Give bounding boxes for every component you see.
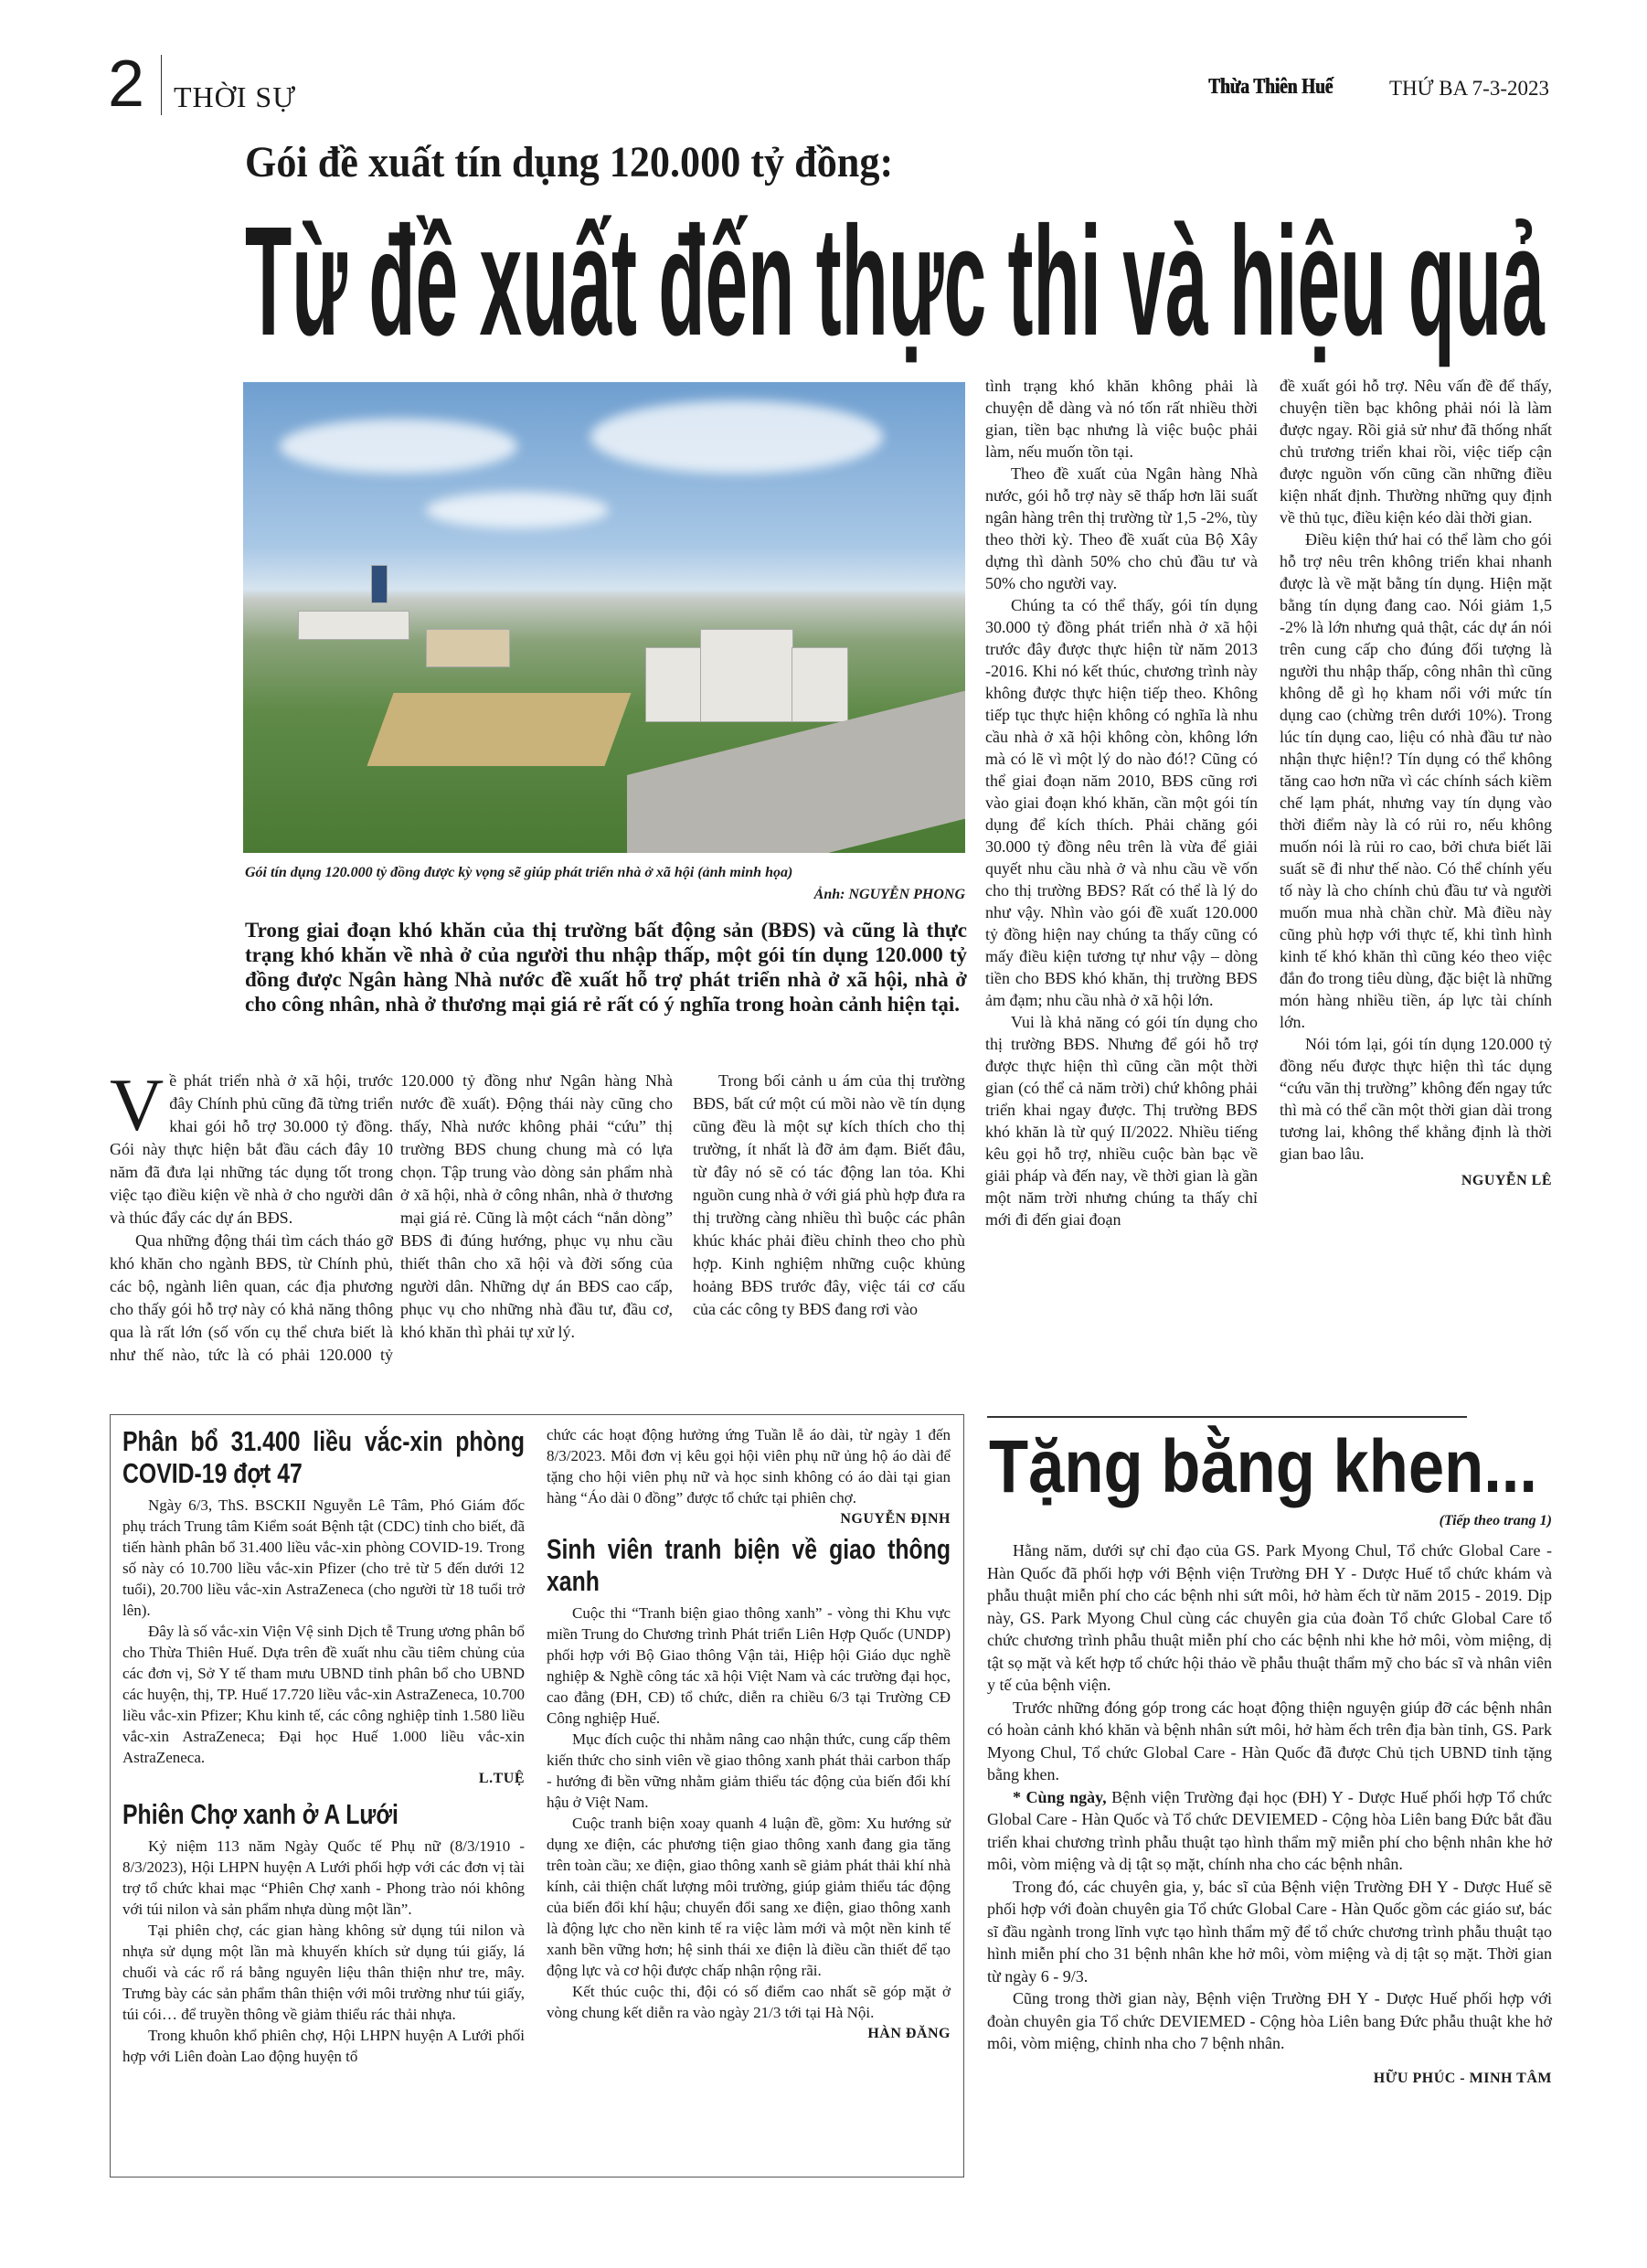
- award-headline: Tặng bằng khen...: [989, 1425, 1538, 1508]
- brief-author: HÀN ĐĂNG: [867, 2026, 951, 2041]
- header-divider: [161, 55, 162, 115]
- paragraph: đề xuất gói hỗ trợ. Nêu vấn đề để thấy, chuyện tiền bạc không phải nói là làm được ngay. Rồi giả sử như đã thống nhất chủ trương triển khai rồi, việc tiếp cận được nguồn vốn cũng cần những điều kiện nhất định. Thường những quy định về thủ tục, điều kiện kéo dài thời gian.: [1280, 377, 1552, 527]
- paragraph: Cuộc thi “Tranh biện giao thông xanh” - vòng thi Khu vực miền Trung do Chương trình Phát triển Liên Hợp Quốc (UNDP) phối hợp với Bộ Giao thông Vận tải, Hiệp hội Giáo dục nghề nghiệp & Nghề công tác xã hội Việt Nam và các trường đại học, cao đẳng (ĐH, CĐ) tổ chức, diễn ra chiều 6/3 tại Trường CĐ Công nghiệp Huế.: [547, 1604, 951, 1727]
- paragraph: [987, 1786, 1552, 1876]
- paragraph: Chúng ta có thể thấy, gói tín dụng 30.000 tỷ đồng phát triển nhà ở xã hội trước đây được thực hiện từ năm 2013 -2016. Khi nó kết thúc, chương trình này không được thực hiện tiếp theo. Không tiếp tục thực hiện không có nghĩa là nhu cầu nhà ở xã hội không còn, không lớn mà có lẽ vì một lý do nào đó!? Cũng có thể giai đoạn năm 2010, BĐS cũng rơi vào giai đoạn khó khăn, cần một gói tín dụng để kích thích. Phải chăng gói 30.000 tỷ đồng nêu trên là vừa để giải quyết nhu cầu nhà ở và nhu cầu về vốn cho thị trường BĐS? Rất có thể là lý do như vậy. Nhìn vào gói đề xuất 120.000 tỷ đồng hiện nay chúng ta thấy cũng có mấy điều kiện tương tự như vậy – dòng tiền cho BĐS khó khăn, thị trường BĐS ảm đạm; nhu cầu nhà ở xã hội lớn.: [985, 596, 1258, 1009]
- article-author: NGUYỄN LÊ: [1461, 1173, 1552, 1188]
- paragraph: Điều kiện thứ hai có thể làm cho gói hỗ trợ nêu trên không triển khai nhanh được là về mặt bằng tín dụng. Hiện mặt bằng tín dụng đang cao. Nói giảm 1,5 -2% là lớn nhưng quả thật, các dự án nói trên cung cấp cho đúng đối tượng là người thu nhập thấp, công nhân thì cũng không dễ gì họ kham nổi với mức tín dụng cao (chừng trên dưới 10%). Trong lúc tín dụng cao, liệu có nhà đầu tư nào nhận thực hiện!? Tín dụng có thể không tăng cao hơn nữa vì các chính sách kiềm chế lạm phát, nhưng vay tín dụng vào thời điểm này là có rủi ro, nếu không muốn nói là rủi ro cao, bởi chưa biết lãi suất sẽ đi như thế nào. Có thể chính yếu tố này là cho chính chủ đầu tư và người muốn mua nhà chần chừ. Mà điều này cũng phù hợp với thực tế, khi tình hình kinh tế khó khăn thì cũng kéo theo việc đắn đo trong tiêu dùng, đặc biệt là những món hàng nhiều tiền, áp lực tài chính lớn.: [1280, 530, 1552, 1031]
- paragraph: Trong bối cảnh u ám của thị trường BĐS, bất cứ một cú mồi nào về tín dụng cũng đều là một sự kích thích cho thị trường, ít nhất là đỡ ảm đạm. Biết đâu, từ đây nó sẽ có tác động lan tỏa. Khi nguồn cung nhà ở với giá phù hợp đưa ra thị trường càng nhiều thì buộc các phân khúc khác phải điều chỉnh theo cho phù hợp. Kinh nghiệm những cuộc khủng hoảng BĐS trước đây, việc tái cơ cấu của các công ty BĐS đang rơi vào: [693, 1071, 965, 1318]
- article-column-3: [693, 1070, 965, 1321]
- brief-author: NGUYỄN ĐỊNH: [840, 1511, 951, 1527]
- paragraph: tình trạng khó khăn không phải là chuyện dễ dàng và nó tốn rất nhiều thời gian, tiền bạc nhưng là việc buộc phải làm, nếu muốn tồn tại.: [985, 377, 1258, 461]
- paragraph-text: Bệnh viện Trường đại học (ĐH) Y - Dược Huế phối hợp Tổ chức Global Care - Hàn Quốc và Tổ chức DEVIEMED - Cộng hòa Liên bang Đức bắt đầu triển khai chương trình phẫu thuật tạo hình thẩm mỹ miễn phí cho bệnh nhân khe hở môi, vòm miệng và dị tật sọ mặt, chính nha cho các bệnh nhân.: [987, 1787, 1553, 1873]
- paragraph: Hằng năm, dưới sự chỉ đạo của GS. Park Myong Chul, Tổ chức Global Care - Hàn Quốc đã phối hợp với Bệnh viện Trường ĐH Y - Dược Huế tổ chức khám và phẫu thuật miễn phí cho các bệnh nhi sứt môi, hở hàm ếch từ năm 2015 - 2019. Dịp này, GS. Park Myong Chul cùng các chuyên gia của đoàn Tổ chức Global Care tổ chức chương trình phẫu thuật miễn phí cho các bệnh nhi khe hở môi, vòm miệng, dị tật sọ mặt và kết hợp tổ chức hội thảo về phẫu thuật thẩm mỹ cho bác sĩ và nhân viên y tế của bệnh viện.: [987, 1541, 1552, 1694]
- paragraph: Qua những động thái tìm cách tháo gỡ khó khăn cho ngành BĐS, từ Chính phủ, các bộ, ngành liên quan, các địa phương cho thấy gói hỗ trợ này có khả năng thông qua là rất lớn (số vốn cụ thể chưa biết là như thế nào, tức là có phải 120.000 tỷ: [110, 1231, 393, 1364]
- paragraph: Cuộc tranh biện xoay quanh 4 luận đề, gồm: Xu hướng sử dụng xe điện, các phương tiện giao thông xanh đang gia tăng trên toàn cầu; xe điện, giao thông xanh sẽ giảm phát thải khí nhà kính, cải thiện chất lượng môi trường, giúp giảm thiểu tác động của biến đổi khí hậu; chuyển đổi sang xe điện, giao thông xanh là động lực cho nền kinh tế ra việc làm mới và một nền kinh tế xanh bền vững hơn; hệ sinh thái xe điện là điều cần thiết để tạo động lực và cơ hội được chấp nhận rộng rãi.: [547, 1815, 951, 1979]
- brief-title: Phân bổ 31.400 liều vắc-xin phòng COVID-19 đợt 47: [122, 1425, 525, 1489]
- paragraph: chức các hoạt động hưởng ứng Tuần lễ áo dài, từ ngày 1 đến 8/3/2023. Mỗi đơn vị kêu gọi hội viên phụ nữ ủng hộ áo dài để tặng cho hội viên phụ nữ và học sinh không có áo dài tại gian hàng “Áo dài 0 đồng” được tổ chức tại phiên chợ.: [547, 1426, 951, 1507]
- article-column-4: [985, 375, 1258, 1230]
- continued-note: (Tiếp theo trang 1): [1439, 1513, 1552, 1528]
- article-kicker: Gói đề xuất tín dụng 120.000 tỷ đồng:: [245, 138, 894, 186]
- brief-title: Sinh viên tranh biện về giao thông xanh: [547, 1533, 951, 1597]
- paragraph: Kết thúc cuộc thi, đội có số điểm cao nhất sẽ góp mặt ở vòng chung kết diễn ra vào ngày 21/3 tới tại Hà Nội.: [547, 1983, 951, 2021]
- paragraph: Tại phiên chợ, các gian hàng không sử dụng túi nilon và nhựa sử dụng một lần mà khuyến khích sử dụng túi giấy, lá chuối và các rổ rá bằng nguyên liệu thân thiện như tre, mây. Trưng bày các sản phẩm thân thiện với môi trường như túi giấy, túi cói… để truyền thông về giảm thiểu rác thải nhựa.: [122, 1922, 525, 2023]
- drop-cap: V: [110, 1063, 165, 1146]
- paragraph: Trước những đóng góp trong các hoạt động thiện nguyện giúp đỡ các bệnh nhân có hoàn cảnh khó khăn và bệnh nhân sứt môi, hở hàm ếch trên địa bàn tỉnh, GS. Park Myong Chul, Tổ chức Global Care - Hàn Quốc đã được Chủ tịch UBND tỉnh tặng bằng khen.: [987, 1698, 1552, 1784]
- paragraph: Trong đó, các chuyên gia, y, bác sĩ của Bệnh viện Trường ĐH Y - Dược Huế sẽ phối hợp với đoàn chuyên gia Tổ chức Global Care - Hàn Quốc gồm các giáo sư, bác sĩ đầu ngành trong lĩnh vực tạo hình thẩm mỹ để tổ chức chương trình phẫu thuật tạo hình miễn phí cho 31 bệnh nhân khe hở môi, vòm miệng và dị tật sọ mặt. Thời gian từ ngày 6 - 9/3.: [987, 1877, 1552, 1986]
- article-column-1: [110, 1063, 393, 1367]
- brief-author: L.TUỆ: [478, 1771, 525, 1786]
- paragraph: Kỷ niệm 113 năm Ngày Quốc tế Phụ nữ (8/3/1910 - 8/3/2023), Hội LHPN huyện A Lưới phối hợp với các đơn vị tài trợ tổ chức khai mạc “Phiên Chợ xanh - Phong trào nói không với túi nilon và sản phẩm nhựa dùng một lần”.: [122, 1837, 525, 1918]
- paragraph: Vui là khả năng có gói tín dụng cho thị trường BĐS. Nhưng để gói hỗ trợ được thực hiện thì cũng cần một thời gian (có thể cả năm trời) chứ không phải triển khai ngay được. Thị trường BĐS khó khăn là từ quý II/2022. Nhiều tiếng kêu gọi hỗ trợ, nhiều cuộc bàn bạc về giải pháp và đến nay, về thời gian là gần một năm trời nhưng chúng ta thấy chỉ mới đi đến giai đoạn: [985, 1013, 1258, 1229]
- article-column-5: [1280, 375, 1552, 1192]
- article-lead: Trong giai đoạn khó khăn của thị trường bất động sản (BĐS) và cũng là thực trạng khó khăn về nhà ở của người thu nhập thấp, một gói tín dụng 120.000 tỷ đồng được Ngân hàng Nhà nước đề xuất hỗ trợ phát triển nhà ở xã hội, nhà ở cho công nhân, nhà ở thương mại giá rẻ rất có ý nghĩa trong hoàn cảnh hiện tại.: [245, 919, 967, 1016]
- article-column-2: [400, 1070, 673, 1390]
- article-photo: [243, 382, 965, 853]
- section-name: THỜI SỰ: [174, 80, 297, 113]
- paragraph: Ngày 6/3, ThS. BSCKII Nguyễn Lê Tâm, Phó Giám đốc phụ trách Trung tâm Kiểm soát Bệnh tật (CDC) tỉnh cho biết, đã tiến hành phân bổ 31.400 liều vắc-xin phòng COVID-19. Trong số này có 10.700 liều vắc-xin Pfizer (cho trẻ từ 5 đến dưới 12 tuổi), 20.700 liều vắc-xin AstraZeneca (cho người từ 18 tuổi trở lên).: [122, 1496, 525, 1619]
- section-divider: [987, 1416, 1467, 1418]
- issue-date: THỨ BA 7-3-2023: [1389, 77, 1550, 100]
- briefs-column-1: [122, 1421, 525, 2067]
- paragraph: Cũng trong thời gian này, Bệnh viện Trường ĐH Y - Dược Huế phối hợp với đoàn chuyên gia Tổ chức DEVIEMED - Cộng hòa Liên bang Đức phẫu thuật khe hở môi, vòm miệng, chỉnh nha cho 7 bệnh nhân.: [987, 1989, 1552, 2052]
- briefs-column-2: [547, 1424, 951, 2044]
- paragraph: Theo đề xuất của Ngân hàng Nhà nước, gói hỗ trợ này sẽ thấp hơn lãi suất ngân hàng trên thị trường từ 1,5 -2%, tùy theo thời kỳ. Theo đề xuất của Bộ Xây dựng thì dành 50% cho chủ đầu tư và 50% cho người vay.: [985, 464, 1258, 592]
- paragraph: Trong khuôn khổ phiên chợ, Hội LHPN huyện A Lưới phối hợp với Liên đoàn Lao động huyện tổ: [122, 2027, 525, 2065]
- photo-caption: Gói tín dụng 120.000 tỷ đồng được kỳ vọng sẽ giúp phát triển nhà ở xã hội (ảnh minh họa): [245, 865, 793, 880]
- article-headline: Từ đề xuất đến thực thi và hiệu quả: [245, 195, 1545, 368]
- brief-title: Phiên Chợ xanh ở A Lưới: [122, 1798, 398, 1830]
- paragraph: Nói tóm lại, gói tín dụng 120.000 tỷ đồng nếu được thực hiện thì tác dụng “cứu vãn thị trường” không đến ngay tức thì mà có thể cần một thời gian dài trong tương lai, không thể khẳng định là thời gian bao lâu.: [1280, 1035, 1552, 1163]
- paragraph: 120.000 tỷ đồng như Ngân hàng Nhà nước đề xuất). Động thái này cũng cho thấy, Nhà nước không phải “cứu” thị trường BĐS chung chung mà có lựa chọn. Tập trung vào dòng sản phẩm nhà ở xã hội, nhà ở công nhân, nhà ở thương mại giá rẻ. Cũng là một cách “nắn dòng” BĐS đi đúng hướng, phục vụ nhu cầu thiết thân cho xã hội và đời sống của người dân. Những dự án BĐS cao cấp, phục vụ cho những nhà đầu tư, đầu cơ, khó khăn thì phải tự xử lý.: [400, 1071, 673, 1341]
- same-day-label: * Cùng ngày,: [1013, 1787, 1107, 1806]
- award-column: [987, 1539, 1552, 2090]
- page-number: 2: [108, 48, 145, 121]
- paragraph: Đây là số vắc-xin Viện Vệ sinh Dịch tễ Trung ương phân bổ cho Thừa Thiên Huế. Dựa trên đề xuất nhu cầu tiêm chủng của các đơn vị, Sở Y tế tham mưu UBND tỉnh phân bổ cho UBND các huyện, thị, TP. Huế 17.720 liều vắc-xin AstraZeneca, 10.700 liều vắc-xin Pfizer; Khu kinh tế, các công nghiệp tỉnh 1.580 liều vắc-xin AstraZeneca; Đại học Huế 1.000 liều vắc-xin AstraZeneca.: [122, 1623, 525, 1766]
- paragraph: ề phát triển nhà ở xã hội, trước đây Chính phủ cũng đã từng triển khai gói hỗ trợ 30.000 tỷ đồng. Gói này thực hiện bắt đầu cách đây 10 năm đã đưa lại những tác dụng tốt trong việc tạo điều kiện về nhà ở cho người dân và thúc đẩy các dự án BĐS.: [110, 1071, 393, 1227]
- award-author: HỮU PHÚC - MINH TÂM: [1373, 2070, 1552, 2086]
- newspaper-name: Thừa Thiên Huế: [1208, 75, 1334, 99]
- photo-credit: Ảnh: NGUYỄN PHONG: [813, 887, 965, 902]
- paragraph: Mục đích cuộc thi nhằm nâng cao nhận thức, cung cấp thêm kiến thức cho sinh viên về giao thông xanh phát thải carbon thấp - hướng đi bền vững nhằm giảm thiểu tác động của biến đổi khí hậu ở Việt Nam.: [547, 1730, 951, 1811]
